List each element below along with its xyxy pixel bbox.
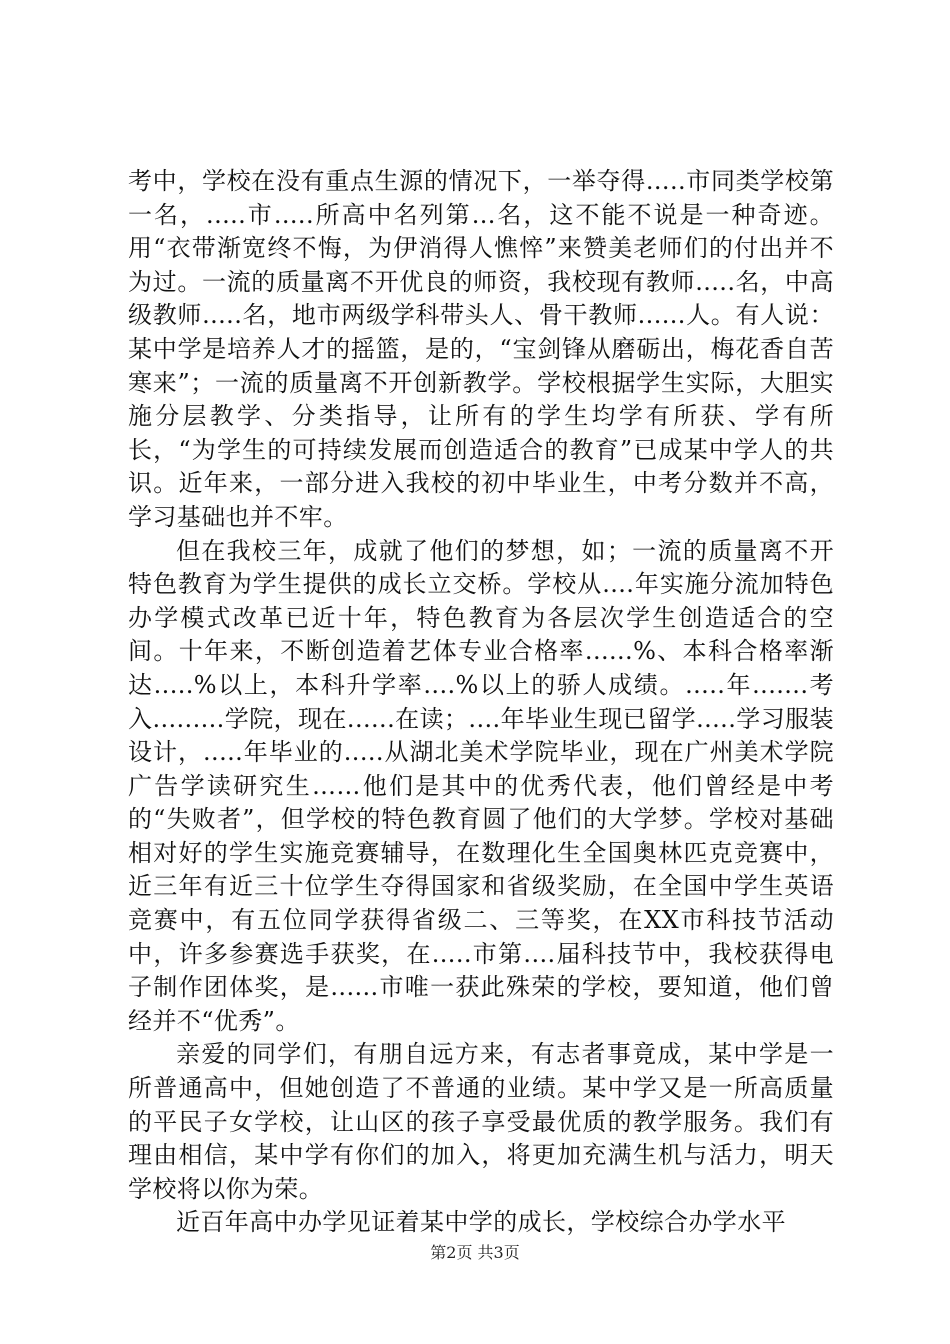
page-number-label: 第2页 共3页 (430, 1243, 520, 1262)
document-body (128, 165, 834, 1240)
page-footer (0, 1243, 950, 1263)
paragraph-1: 考中，学校在没有重点生源的情况下，一举夺得.....市同类学校第一名，.....市.....所高中名列第...名，这不能不说是一种奇迹。用“衣带渐宽终不悔，为伊消得人憔悴”来赞美老师们的付出并不为过。一流的质量离不开优良的师资，我校现有教师.....名，中高级教师.....名，地市两级学科带头人、骨干教师......人。有人说：某中学是培养人才的摇篮，是的，“宝剑锋从磨砺出，梅花香自苦寒来”；一流的质量离不开创新教学。学校根据学生实际，大胆实施分层教学、分类指导，让所有的学生均学有所获、学有所长，“为学生的可持续发展而创造适合的教育”已成某中学人的共识。近年来，一部分进入我校的初中毕业生，中考分数并不高，学习基础也并不牢。 (128, 167, 834, 531)
paragraph-4: 近百年高中办学见证着某中学的成长，学校综合办学水平 (176, 1208, 786, 1237)
paragraph-2: 但在我校三年，成就了他们的梦想，如；一流的质量离不开特色教育为学生提供的成长立交桥。学校从....年实施分流加特色办学模式改革已近十年，特色教育为各层次学生创造适合的空间。十年来，不断创造着艺体专业合格率......%、本科合格率渐达.....%以上，本科升学率....%以上的骄人成绩。.....年.......考入.........学院，现在......在读；....年毕业生现已留学.....学习服装设计，.....年毕业的.....从湖北美术学院毕业，现在广州美术学院广告学读研究生……他们是其中的优秀代表，他们曾经是中考的“失败者”，但学校的特色教育圆了他们的大学梦。学校对基础相对好的学生实施竞赛辅导，在数理化生全国奥林匹克竞赛中，近三年有近三十位学生夺得国家和省级奖励，在全国中学生英语竞赛中，有五位同学获得省级二、三等奖，在XX市科技节活动中，许多参赛选手获奖，在.....市第....届科技节中，我校获得电子制作团体奖，是......市唯一获此殊荣的学校，要知道，他们曾经并不“优秀”。 (128, 536, 834, 1035)
paragraph-3: 亲爱的同学们，有朋自远方来，有志者事竟成，某中学是一所普通高中，但她创造了不普通的业绩。某中学又是一所高质量的平民子女学校，让山区的孩子享受最优质的教学服务。我们有理由相信，某中学有你们的加入，将更加充满生机与活力，明天学校将以你为荣。 (128, 1040, 834, 1203)
